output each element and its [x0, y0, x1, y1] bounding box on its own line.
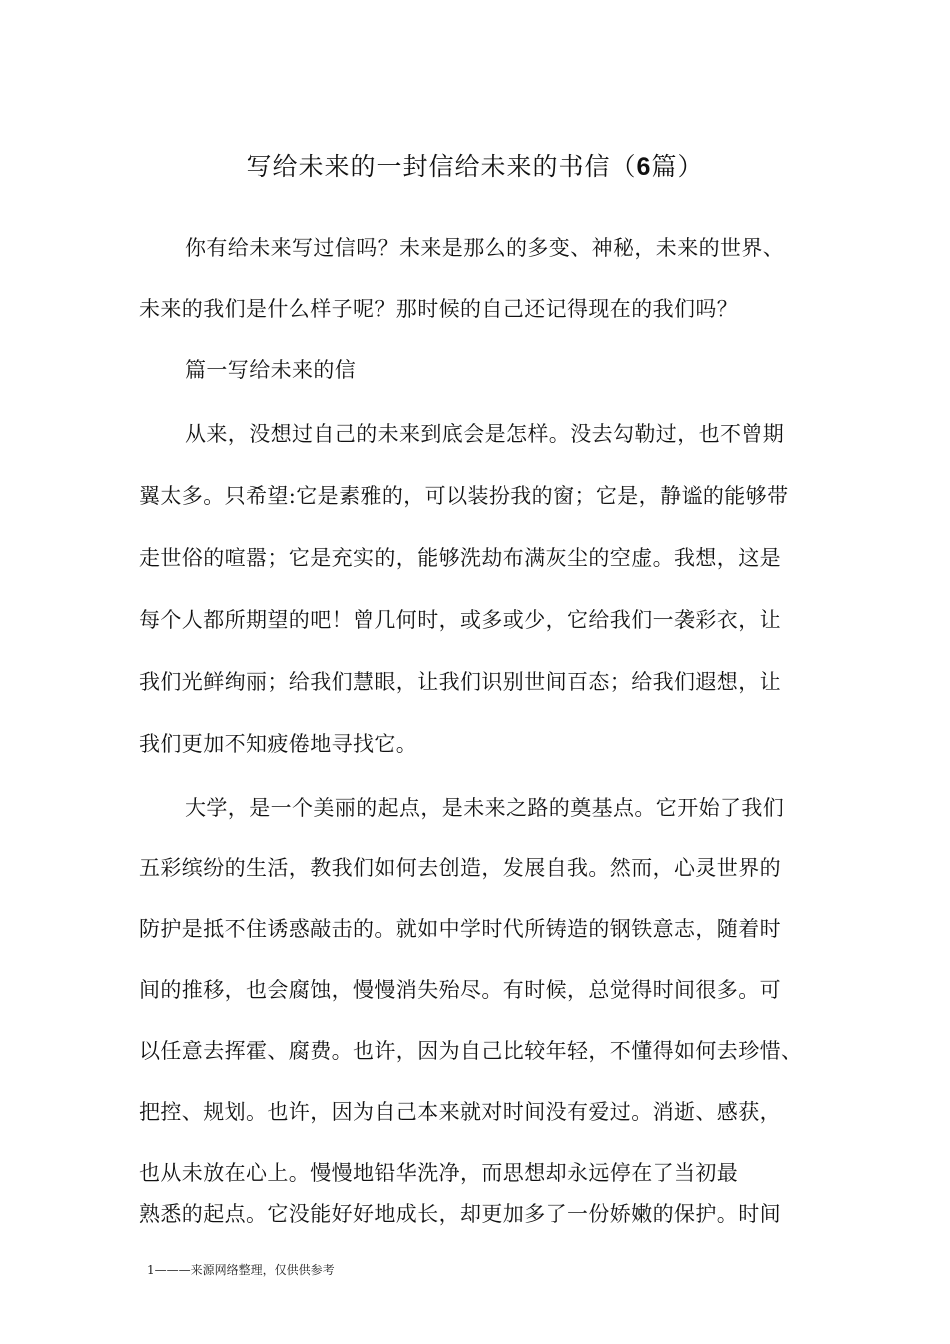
paragraph-line: 五彩缤纷的生活，教我们如何去创造，发展自我。然而，心灵世界的: [139, 856, 781, 880]
paragraph-line: 从来，没想过自己的未来到底会是怎样。没去勾勒过，也不曾期: [185, 422, 785, 446]
title-suffix: 篇）: [651, 152, 704, 181]
paragraph-line: 以任意去挥霍、腐费。也许，因为自己比较年轻，不懂得如何去珍惜、: [139, 1039, 803, 1063]
paragraph-line: 我们更加不知疲倦地寻找它。: [139, 732, 418, 756]
document-title: [0, 150, 950, 184]
paragraph-line: 防护是抵不住诱惑敲击的。就如中学时代所铸造的钢铁意志，随着时: [139, 917, 781, 941]
section-heading: 篇一写给未来的信: [185, 358, 357, 382]
paragraph-line: 每个人都所期望的吧！曾几何时，或多或少，它给我们一袭彩衣，让: [139, 608, 781, 632]
paragraph-line: 走世俗的喧嚣；它是充实的，能够洗劫布满灰尘的空虚。我想，这是: [139, 546, 781, 570]
title-number: 6: [636, 153, 652, 181]
paragraph-line: 大学，是一个美丽的起点，是未来之路的奠基点。它开始了我们: [185, 796, 785, 820]
page-footer: 1———来源网络整理，仅供供参考: [147, 1263, 335, 1277]
paragraph-line: 未来的我们是什么样子呢？那时候的自己还记得现在的我们吗？: [139, 297, 739, 321]
paragraph-line: 你有给未来写过信吗？未来是那么的多变、神秘，未来的世界、: [185, 236, 785, 260]
paragraph-line: 熟悉的起点。它没能好好地成长，却更加多了一份娇嫩的保护。时间: [139, 1202, 781, 1226]
title-text: 写给未来的一封信给未来的书信（: [246, 152, 637, 181]
paragraph-line: 我们光鲜绚丽；给我们慧眼，让我们识别世间百态；给我们遐想，让: [139, 670, 781, 694]
paragraph-line: 间的推移，也会腐蚀，慢慢消失殆尽。有时候，总觉得时间很多。可: [139, 978, 781, 1002]
paragraph-line: 翼太多。只希望:它是素雅的，可以装扮我的窗；它是，静谧的能够带: [139, 484, 789, 508]
paragraph-line: 把控、规划。也许，因为自己本来就对时间没有爱过。消逝、感获，: [139, 1100, 781, 1124]
paragraph-line: 也从未放在心上。慢慢地铅华洗净，而思想却永远停在了当初最: [139, 1161, 739, 1185]
